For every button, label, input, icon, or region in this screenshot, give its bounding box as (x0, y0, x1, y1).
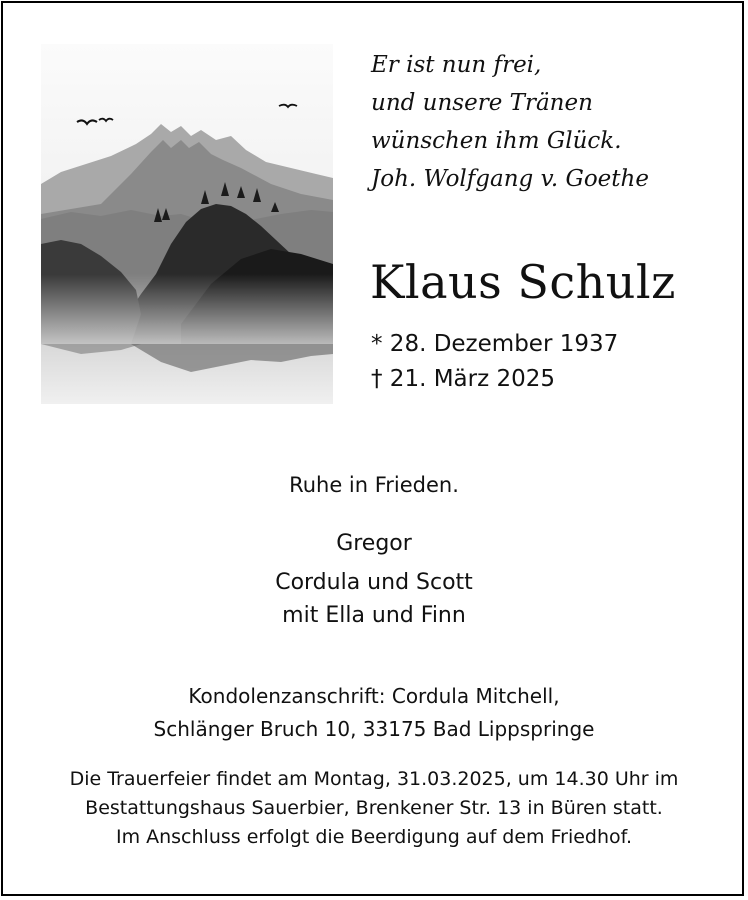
condolence-line: Kondolenzanschrift: Cordula Mitchell, (188, 684, 560, 708)
ceremony-line: Bestattungshaus Sauerbier, Brenkener Str. 13 in Büren statt. (85, 797, 663, 819)
life-dates (371, 327, 618, 397)
ceremony-line: Die Trauerfeier findet am Montag, 31.03.2025, um 14.30 Uhr im (69, 768, 679, 790)
quote-line: wünschen ihm Glück. (371, 128, 622, 154)
quote-line: Er ist nun frei, (371, 52, 542, 78)
death-date: † 21. März 2025 (371, 366, 556, 392)
farewell-text: Ruhe in Frieden. (289, 473, 459, 497)
quote-line: und unsere Tränen (371, 90, 593, 116)
mourner-name: mit Ella und Finn (282, 603, 466, 628)
mourner-name: Cordula und Scott (275, 570, 473, 595)
goethe-quote (371, 46, 721, 198)
ceremony-line: Im Anschluss erfolgt die Beerdigung auf dem Friedhof. (115, 826, 633, 848)
mourner-name: Gregor (336, 531, 412, 556)
condolence-address (0, 680, 748, 746)
mourners-list (0, 527, 748, 632)
condolence-line: Schlänger Bruch 10, 33175 Bad Lippspringe (153, 717, 595, 741)
quote-author: Joh. Wolfgang v. Goethe (371, 166, 649, 192)
birth-date: * 28. Dezember 1937 (371, 331, 619, 357)
landscape-image (41, 44, 333, 404)
deceased-name: Klaus Schulz (370, 255, 676, 309)
ceremony-info (0, 765, 748, 852)
